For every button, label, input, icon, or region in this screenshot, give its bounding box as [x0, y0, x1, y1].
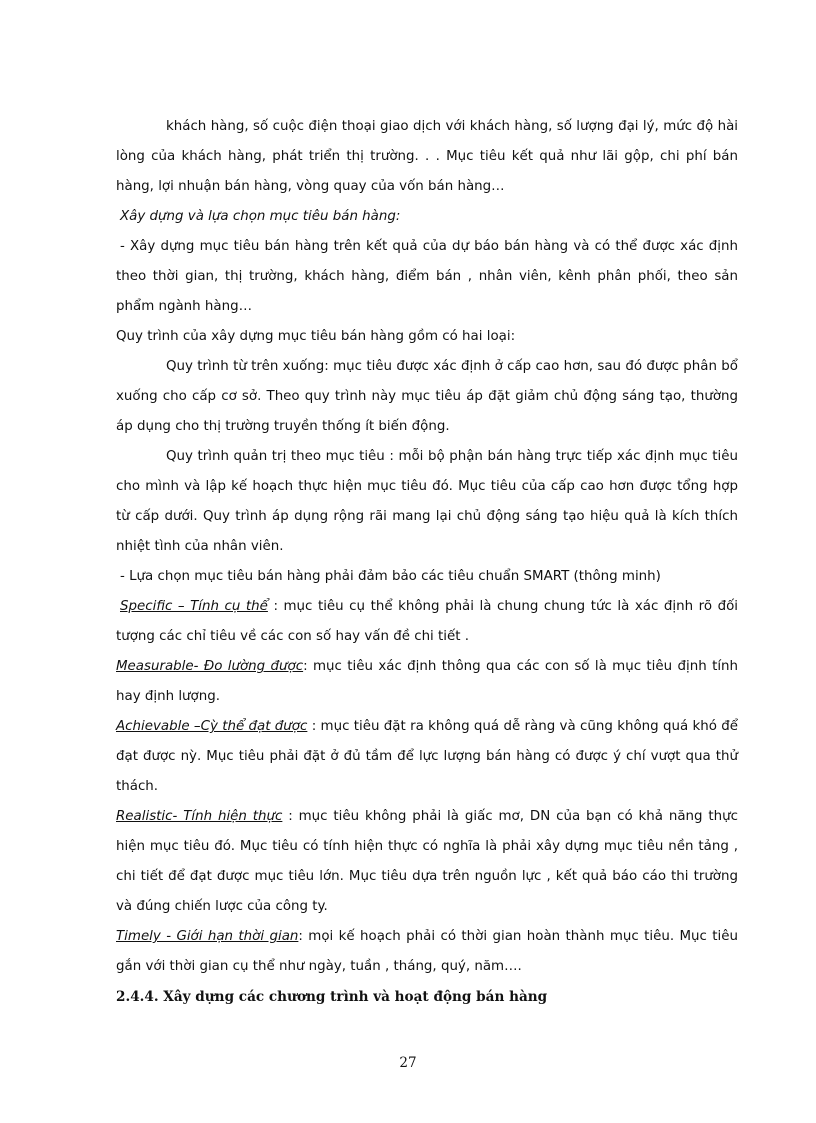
- section-heading: 2.4.4. Xây dựng các chương trình và hoạt động bán hàng: [116, 989, 548, 1005]
- paragraph-continuation: khách hàng, số cuộc điện thoại giao dịch với khách hàng, số lượng đại lý, mức độ hài lòng của khách hàng, phát triển thị trường. . . Mục tiêu kết quả như lãi gộp, chi phí bán hàng, lợi nhuận bán hàng, vòng quay của vốn bán hàng…: [116, 119, 738, 194]
- smart-label: Achievable –Cỳ thể đạt được: [116, 719, 308, 734]
- paragraph-smart-intro: - Lựa chọn mục tiêu bán hàng phải đảm bảo các tiêu chuẩn SMART (thông minh): [120, 569, 661, 584]
- paragraph-top-down: Quy trình từ trên xuống: mục tiêu được xác định ở cấp cao hơn, sau đó được phân bổ xuống cho cấp cơ sở. Theo quy trình này mục tiêu áp đặt giảm chủ động sáng tạo, thường áp dụng cho thị trường truyền thống ít biến động.: [116, 359, 738, 434]
- smart-text: : mục tiêu đặt ra không quá dễ ràng và cũng không quá khó để đạt được nỳ. Mục tiêu phải đặt ở đủ tầm để lực lượng bán hàng có được ý chí vượt qua thử thách.: [116, 719, 738, 794]
- smart-measurable: [116, 652, 738, 712]
- smart-text: : mọi kế hoạch phải có thời gian hoàn thành mục tiêu. Mục tiêu gắn với thời gian cụ thể như ngày, tuần , tháng, quý, năm….: [116, 929, 738, 974]
- smart-realistic: [116, 802, 738, 922]
- smart-text: : mục tiêu không phải là giấc mơ, DN của bạn có khả năng thực hiện mục tiêu đó. Mục tiêu có tính hiện thực có nghĩa là phải xây dựng mục tiêu nền tảng , chi tiết để đạt được mục tiêu lớn. Mục tiêu dựa trên nguồn lực , kết quả báo cáo thi trường và đúng chiến lược của công ty.: [116, 809, 738, 914]
- smart-achievable: [116, 712, 738, 802]
- smart-timely: [116, 922, 738, 982]
- smart-label: Realistic- Tính hiện thực: [116, 809, 283, 824]
- subsection-label: Xây dựng và lựa chọn mục tiêu bán hàng:: [120, 209, 401, 224]
- smart-text: : mục tiêu xác định thông qua các con số là mục tiêu định tính hay định lượng.: [116, 659, 739, 704]
- smart-label: Measurable- Đo lường được: [116, 659, 304, 674]
- paragraph-mbo: Quy trình quản trị theo mục tiêu : mỗi bộ phận bán hàng trực tiếp xác định mục tiêu cho mình và lập kế hoạch thực hiện mục tiêu đó. Mục tiêu của cấp cao hơn được tổng hợp từ cấp dưới. Quy trình áp dụng rộng rãi mang lại chủ động sáng tạo hiệu quả là kích thích nhiệt tình của nhân viên.: [116, 449, 738, 554]
- smart-specific: [116, 592, 738, 652]
- smart-text: : mục tiêu cụ thể không phải là chung chung tức là xác định rõ đối tượng các chỉ tiêu về các con số hay vấn đề chi tiết .: [116, 599, 738, 644]
- paragraph-process-types: Quy trình của xây dựng mục tiêu bán hàng gồm có hai loại:: [116, 329, 516, 344]
- paragraph-build-goals: - Xây dựng mục tiêu bán hàng trên kết quả của dự báo bán hàng và có thể được xác định theo thời gian, thị trường, khách hàng, điểm bán , nhân viên, kênh phân phối, theo sản phẩm ngành hàng…: [116, 239, 738, 314]
- smart-label: Specific – Tính cụ thể: [120, 599, 268, 614]
- body-text: [116, 112, 738, 1012]
- page-number: 27: [399, 1055, 417, 1071]
- smart-label: Timely - Giới hạn thời gian: [116, 929, 299, 944]
